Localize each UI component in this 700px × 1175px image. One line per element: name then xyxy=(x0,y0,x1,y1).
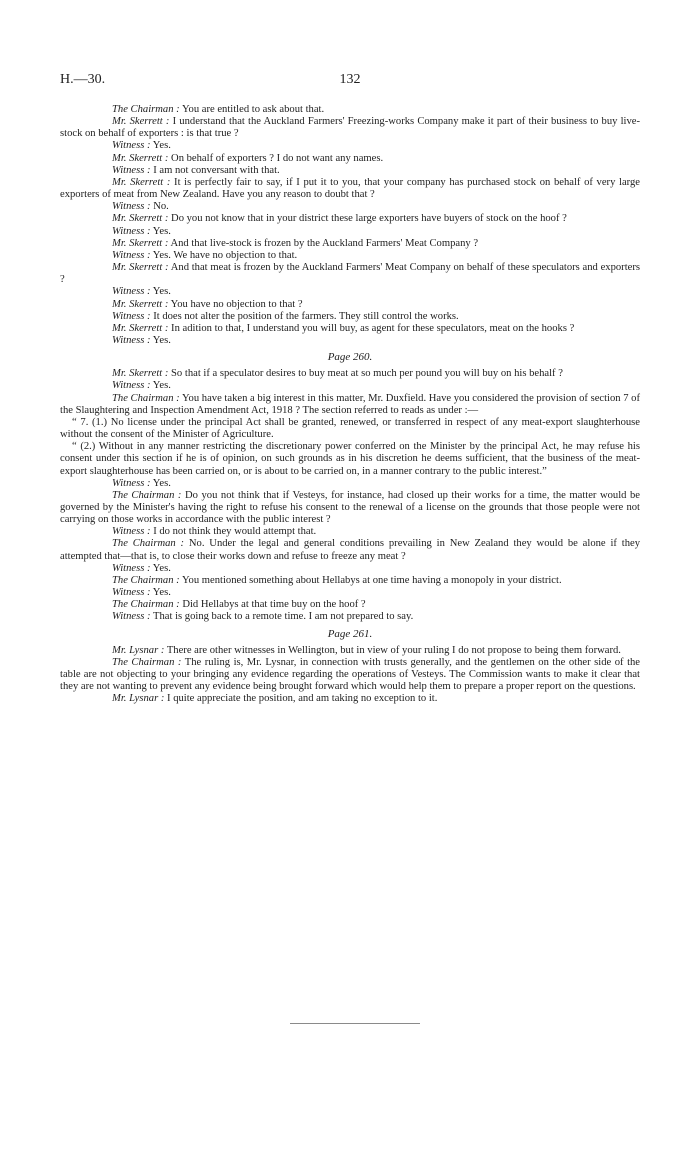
transcript-line xyxy=(60,311,640,323)
statute-quote: “ 7. (1.) No license under the principal Act shall be granted, renewed, or transferred in respect of any meat-export slaughterhouse without the consent of the Minister of Agriculture. xyxy=(60,416,640,441)
speech-text: It does not alter the position of the farmers. They still control the works. xyxy=(150,310,459,322)
transcript-line xyxy=(60,153,640,165)
transcript-line xyxy=(60,587,640,599)
speech-text: And that meat is frozen by the Auckland Farmers' Meat Company on behalf of these speculators and exporters ? xyxy=(60,262,641,286)
speaker-name: Mr. Skerrett : xyxy=(112,322,169,334)
speaker-name: Mr. Skerrett : xyxy=(112,298,169,310)
speech-text: No. xyxy=(150,201,169,213)
speaker-name: Mr. Skerrett : xyxy=(112,368,169,380)
speech-text: On behalf of exporters ? I do not want any names. xyxy=(168,152,384,164)
speech-text: You mentioned something about Hellabys at one time having a monopoly in your district. xyxy=(179,574,562,586)
speaker-name: Witness : xyxy=(112,587,151,599)
transcript-line xyxy=(60,563,640,575)
speaker-name: Mr. Skerrett : xyxy=(112,213,169,225)
speech-text: Do you not know that in your district these large exporters have buyers of stock on the hoof ? xyxy=(168,213,567,225)
speech-text: Yes. We have no objection to that. xyxy=(150,249,298,261)
speech-text: You have no objection to that ? xyxy=(168,298,303,310)
page-reference-heading: Page 260. xyxy=(327,351,373,364)
speaker-name: Witness : xyxy=(112,164,151,176)
transcript-line xyxy=(60,177,640,201)
document-body xyxy=(60,104,640,706)
speech-text: I do not think they would attempt that. xyxy=(150,526,317,538)
transcript-line xyxy=(60,393,640,417)
end-rule xyxy=(290,1023,420,1024)
speaker-name: Mr. Lysnar : xyxy=(112,644,165,656)
speaker-name: Mr. Skerrett : xyxy=(112,152,169,164)
speech-text: Yes. xyxy=(150,587,171,599)
transcript-line xyxy=(60,490,640,526)
speaker-name: Witness : xyxy=(112,286,151,298)
page-reference-heading: Page 261. xyxy=(327,627,373,640)
page-number: 132 xyxy=(339,72,361,87)
transcript-line xyxy=(60,286,640,298)
speech-text: So that if a speculator desires to buy meat at so much per pound you will buy on his behalf ? xyxy=(168,368,563,380)
speech-text: Yes. xyxy=(150,562,171,574)
transcript-line xyxy=(60,599,640,611)
speaker-name: Witness : xyxy=(112,334,151,346)
transcript-line xyxy=(60,250,640,262)
transcript-line xyxy=(60,323,640,335)
speaker-name: The Chairman : xyxy=(112,489,182,501)
speech-text: Yes. xyxy=(150,380,171,392)
transcript-line xyxy=(60,104,640,116)
speaker-name: Witness : xyxy=(112,225,151,237)
speaker-name: Witness : xyxy=(112,140,151,152)
speech-text: It is perfectly fair to say, if I put it to you, that your company has purchased stock on behalf of very large exporters of meat from New Zealand. Have you any reason to doubt that ? xyxy=(60,176,640,201)
transcript-line xyxy=(60,226,640,238)
speaker-name: The Chairman : xyxy=(112,599,180,611)
speech-text: Yes. xyxy=(150,286,171,298)
speaker-name: Mr. Skerrett : xyxy=(112,116,170,128)
transcript-line xyxy=(60,538,640,562)
speaker-name: Witness : xyxy=(112,201,151,213)
transcript-line xyxy=(60,165,640,177)
speaker-name: Mr. Skerrett : xyxy=(112,176,171,188)
speaker-name: The Chairman : xyxy=(112,574,180,586)
speaker-name: The Chairman : xyxy=(112,538,185,550)
transcript-line xyxy=(60,238,640,250)
speaker-name: Mr. Skerrett : xyxy=(112,262,169,274)
speech-text: Yes. xyxy=(150,477,171,489)
transcript-line xyxy=(60,262,640,286)
transcript-line xyxy=(60,201,640,213)
speaker-name: Mr. Skerrett : xyxy=(112,237,169,249)
document-reference: H.—30. xyxy=(60,72,106,87)
speech-text: I quite appreciate the position, and am taking no exception to it. xyxy=(164,693,438,705)
speech-text: Do you not think that if Vesteys, for instance, had closed up their works for a time, the matter would be governed by the Minister's having the right to refuse his consent to the renewal of a license on the grounds that those people were not carrying on those works in accordance with the public interest ? xyxy=(60,489,641,526)
speaker-name: Witness : xyxy=(112,477,151,489)
speech-text: Yes. xyxy=(150,334,171,346)
transcript-line xyxy=(60,368,640,380)
transcript-line xyxy=(60,213,640,225)
transcript-line xyxy=(60,335,640,347)
speech-text: You have taken a big interest in this matter, Mr. Duxfield. Have you considered the provision of section 7 of the Slaughtering and Inspection Amendment Act, 1918 ? The section referred to reads as under :— xyxy=(60,392,640,416)
speech-text: There are other witnesses in Wellington, but in view of your ruling I do not propose to being them forward. xyxy=(164,644,621,656)
transcript-line xyxy=(60,380,640,392)
speaker-name: Witness : xyxy=(112,380,151,392)
speaker-name: The Chairman : xyxy=(112,392,180,404)
speaker-name: Witness : xyxy=(112,611,151,623)
speech-text: You are entitled to ask about that. xyxy=(179,104,325,115)
speaker-name: The Chairman : xyxy=(112,656,182,668)
speaker-name: Witness : xyxy=(112,310,151,322)
speech-text: I understand that the Auckland Farmers' Freezing-works Company make it part of their business to buy live-stock on behalf of exporters : is that true ? xyxy=(60,116,641,140)
transcript-line xyxy=(60,645,640,657)
speaker-name: Witness : xyxy=(112,562,151,574)
speech-text: In adition to that, I understand you will buy, as agent for these speculators, meat on the hooks ? xyxy=(168,322,575,334)
transcript-line xyxy=(60,140,640,152)
transcript-line xyxy=(60,575,640,587)
statute-quote: “ (2.) Without in any manner restricting the discretionary power conferred on the Minister by the principal Act, he may refuse his consent under this section if he is of opinion, on such grounds as in his discretion he deems sufficient, that the business of the meat-export slaughterhouse has been carried on, or is about to be carried on, in a manner contrary to the public interest.” xyxy=(60,441,640,477)
transcript-line xyxy=(60,116,640,140)
speech-text: Yes. xyxy=(150,225,171,237)
speaker-name: Witness : xyxy=(112,526,151,538)
transcript-line xyxy=(60,611,640,623)
transcript-line xyxy=(60,299,640,311)
speech-text: And that live-stock is frozen by the Auckland Farmers' Meat Company ? xyxy=(168,237,479,249)
speech-text: The ruling is, Mr. Lysnar, in connection with trusts generally, and the gentlemen on the other side of the table are not objecting to your bringing any evidence regarding the operations of Vesteys. The Commission wants to make it clear that they are not wanting to prevent any evidence being brought forward which would help them to prepare a proper report on the questions. xyxy=(60,656,641,693)
speech-text: I am not conversant with that. xyxy=(150,164,280,176)
speech-text: That is going back to a remote time. I am not prepared to say. xyxy=(150,611,414,623)
speaker-name: Witness : xyxy=(112,249,151,261)
speaker-name: The Chairman : xyxy=(112,104,180,115)
transcript-line xyxy=(60,693,640,705)
speaker-name: Mr. Lysnar : xyxy=(112,693,165,705)
page-header xyxy=(60,72,640,90)
transcript-line xyxy=(60,657,640,693)
speech-text: No. Under the legal and general conditions prevailing in New Zealand they would be alone if they attempted that—that is, to close their works down and refuse to freeze any meat ? xyxy=(60,538,640,562)
speech-text: Did Hellabys at that time buy on the hoof ? xyxy=(179,599,366,611)
speech-text: Yes. xyxy=(150,140,171,152)
transcript-line xyxy=(60,478,640,490)
transcript-line xyxy=(60,526,640,538)
